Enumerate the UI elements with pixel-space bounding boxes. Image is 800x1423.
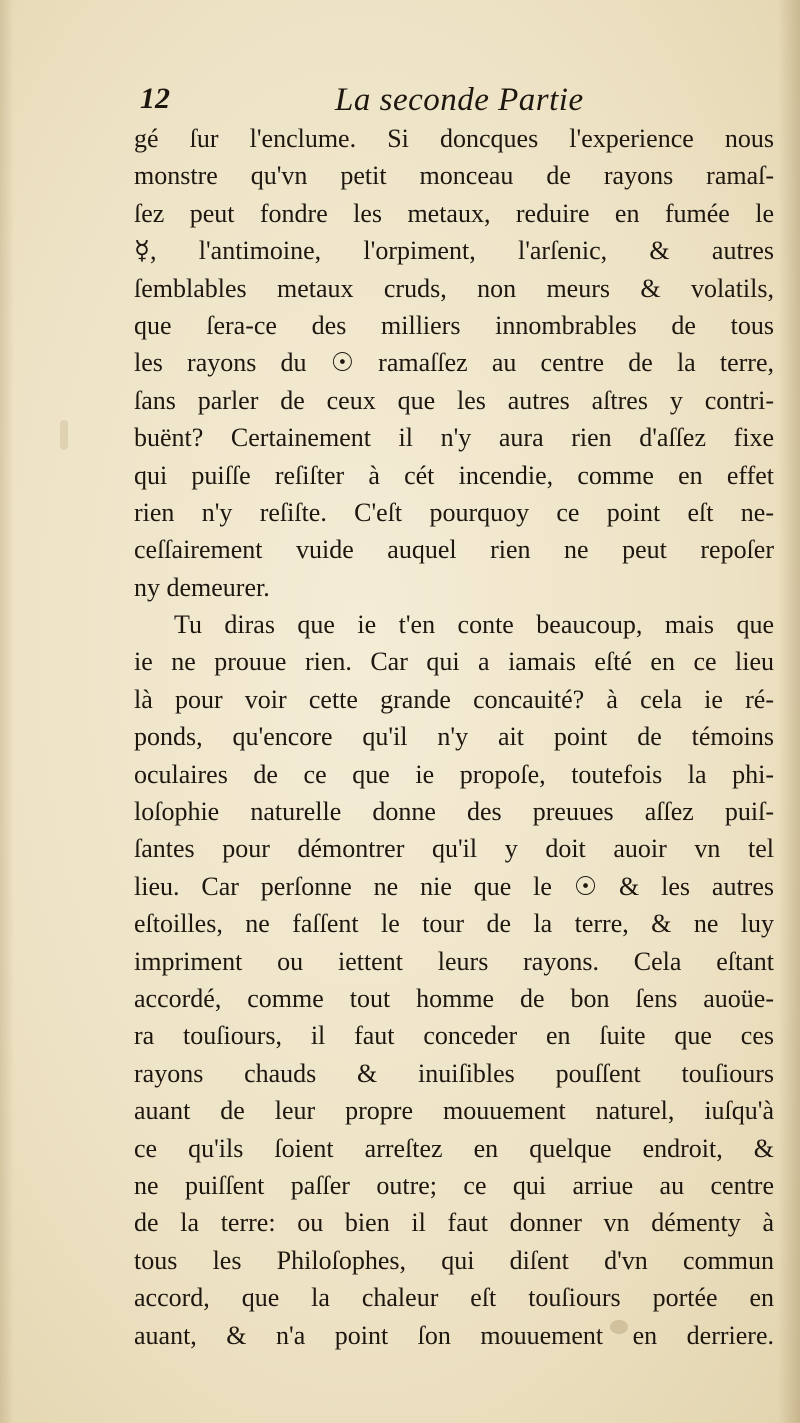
text-line: ceſſairement vuide auquel rien ne peut repoſer [134,535,774,565]
text-line: ☿, l'antimoine, l'orpiment, l'arſenic, & autres [134,236,774,266]
text-line: impriment ou iettent leurs rayons. Cela eſtant [134,946,774,976]
paragraph-first-line: Tu diras que ie t'en conte beaucoup, mais que [174,610,774,640]
text-line: ie ne prouue rien. Car qui a iamais eſté en ce lieu [134,647,774,677]
text-line: ne puiſſent paſſer outre; ce qui arriue au centre [134,1170,774,1200]
page-number: 12 [140,82,170,115]
running-title: La seconde Partie [335,82,584,118]
text-line: que ſera-ce des milliers innombrables de tous [134,310,774,340]
text-line: rayons chauds & inuiſibles pouſſent touſiours [134,1058,774,1088]
page-edge-shadow [778,0,800,1423]
text-line: gé ſur l'enclume. Si doncques l'experience nous [134,124,774,153]
text-line: monstre qu'vn petit monceau de rayons ramaſ- [134,161,774,191]
text-line: buënt? Certainement il n'y aura rien d'aſſez fixe [134,423,774,453]
text-line: accord, que la chaleur eſt touſiours portée en [134,1283,774,1313]
text-line: ce qu'ils ſoient arreſtez en quelque endroit, & [134,1133,774,1163]
text-line: ny demeurer. [134,572,270,602]
text-line: les rayons du ☉ ramaſſez au centre de la terre, [134,348,774,378]
text-line: là pour voir cette grande concauité? à cela ie ré- [134,684,774,714]
text-line: ſez peut fondre les metaux, reduire en fumée le [134,198,774,228]
text-line: eſtoilles, ne faſſent le tour de la terre, & ne luy [134,909,774,939]
text-line: ra touſiours, il faut conceder en ſuite que ces [134,1021,774,1051]
page-header [140,82,780,122]
page-gutter-shadow [0,0,14,1423]
text-line: ponds, qu'encore qu'il n'y ait point de témoins [134,722,774,752]
text-line: oculaires de ce que ie propoſe, toutefois la phi- [134,759,774,789]
text-line: ſemblables metaux cruds, non meurs & volatils, [134,273,774,303]
body-text [134,120,774,1354]
text-line: tous les Philoſophes, qui diſent d'vn commun [134,1245,774,1275]
paper-stain [60,420,68,450]
text-line: auant de leur propre mouuement naturel, iuſqu'à [134,1096,774,1126]
text-line: ſans parler de ceux que les autres aſtres y contri- [134,385,774,415]
text-line: accordé, comme tout homme de bon ſens auoüe- [134,983,774,1013]
text-line: de la terre: ou bien il faut donner vn démenty à [134,1208,774,1238]
text-line: ſantes pour démontrer qu'il y doit auoir vn tel [134,834,774,864]
text-line: auant, & n'a point ſon mouuement en derriere. [134,1320,774,1350]
text-line: rien n'y reſiſte. C'eſt pourquoy ce point eſt ne- [134,497,774,527]
text-line: lieu. Car perſonne ne nie que le ☉ & les autres [134,871,774,901]
text-line: qui puiſſe reſiſter à cét incendie, comme en effet [134,460,774,490]
text-line: loſophie naturelle donne des preuues aſſez puiſ- [134,797,774,827]
